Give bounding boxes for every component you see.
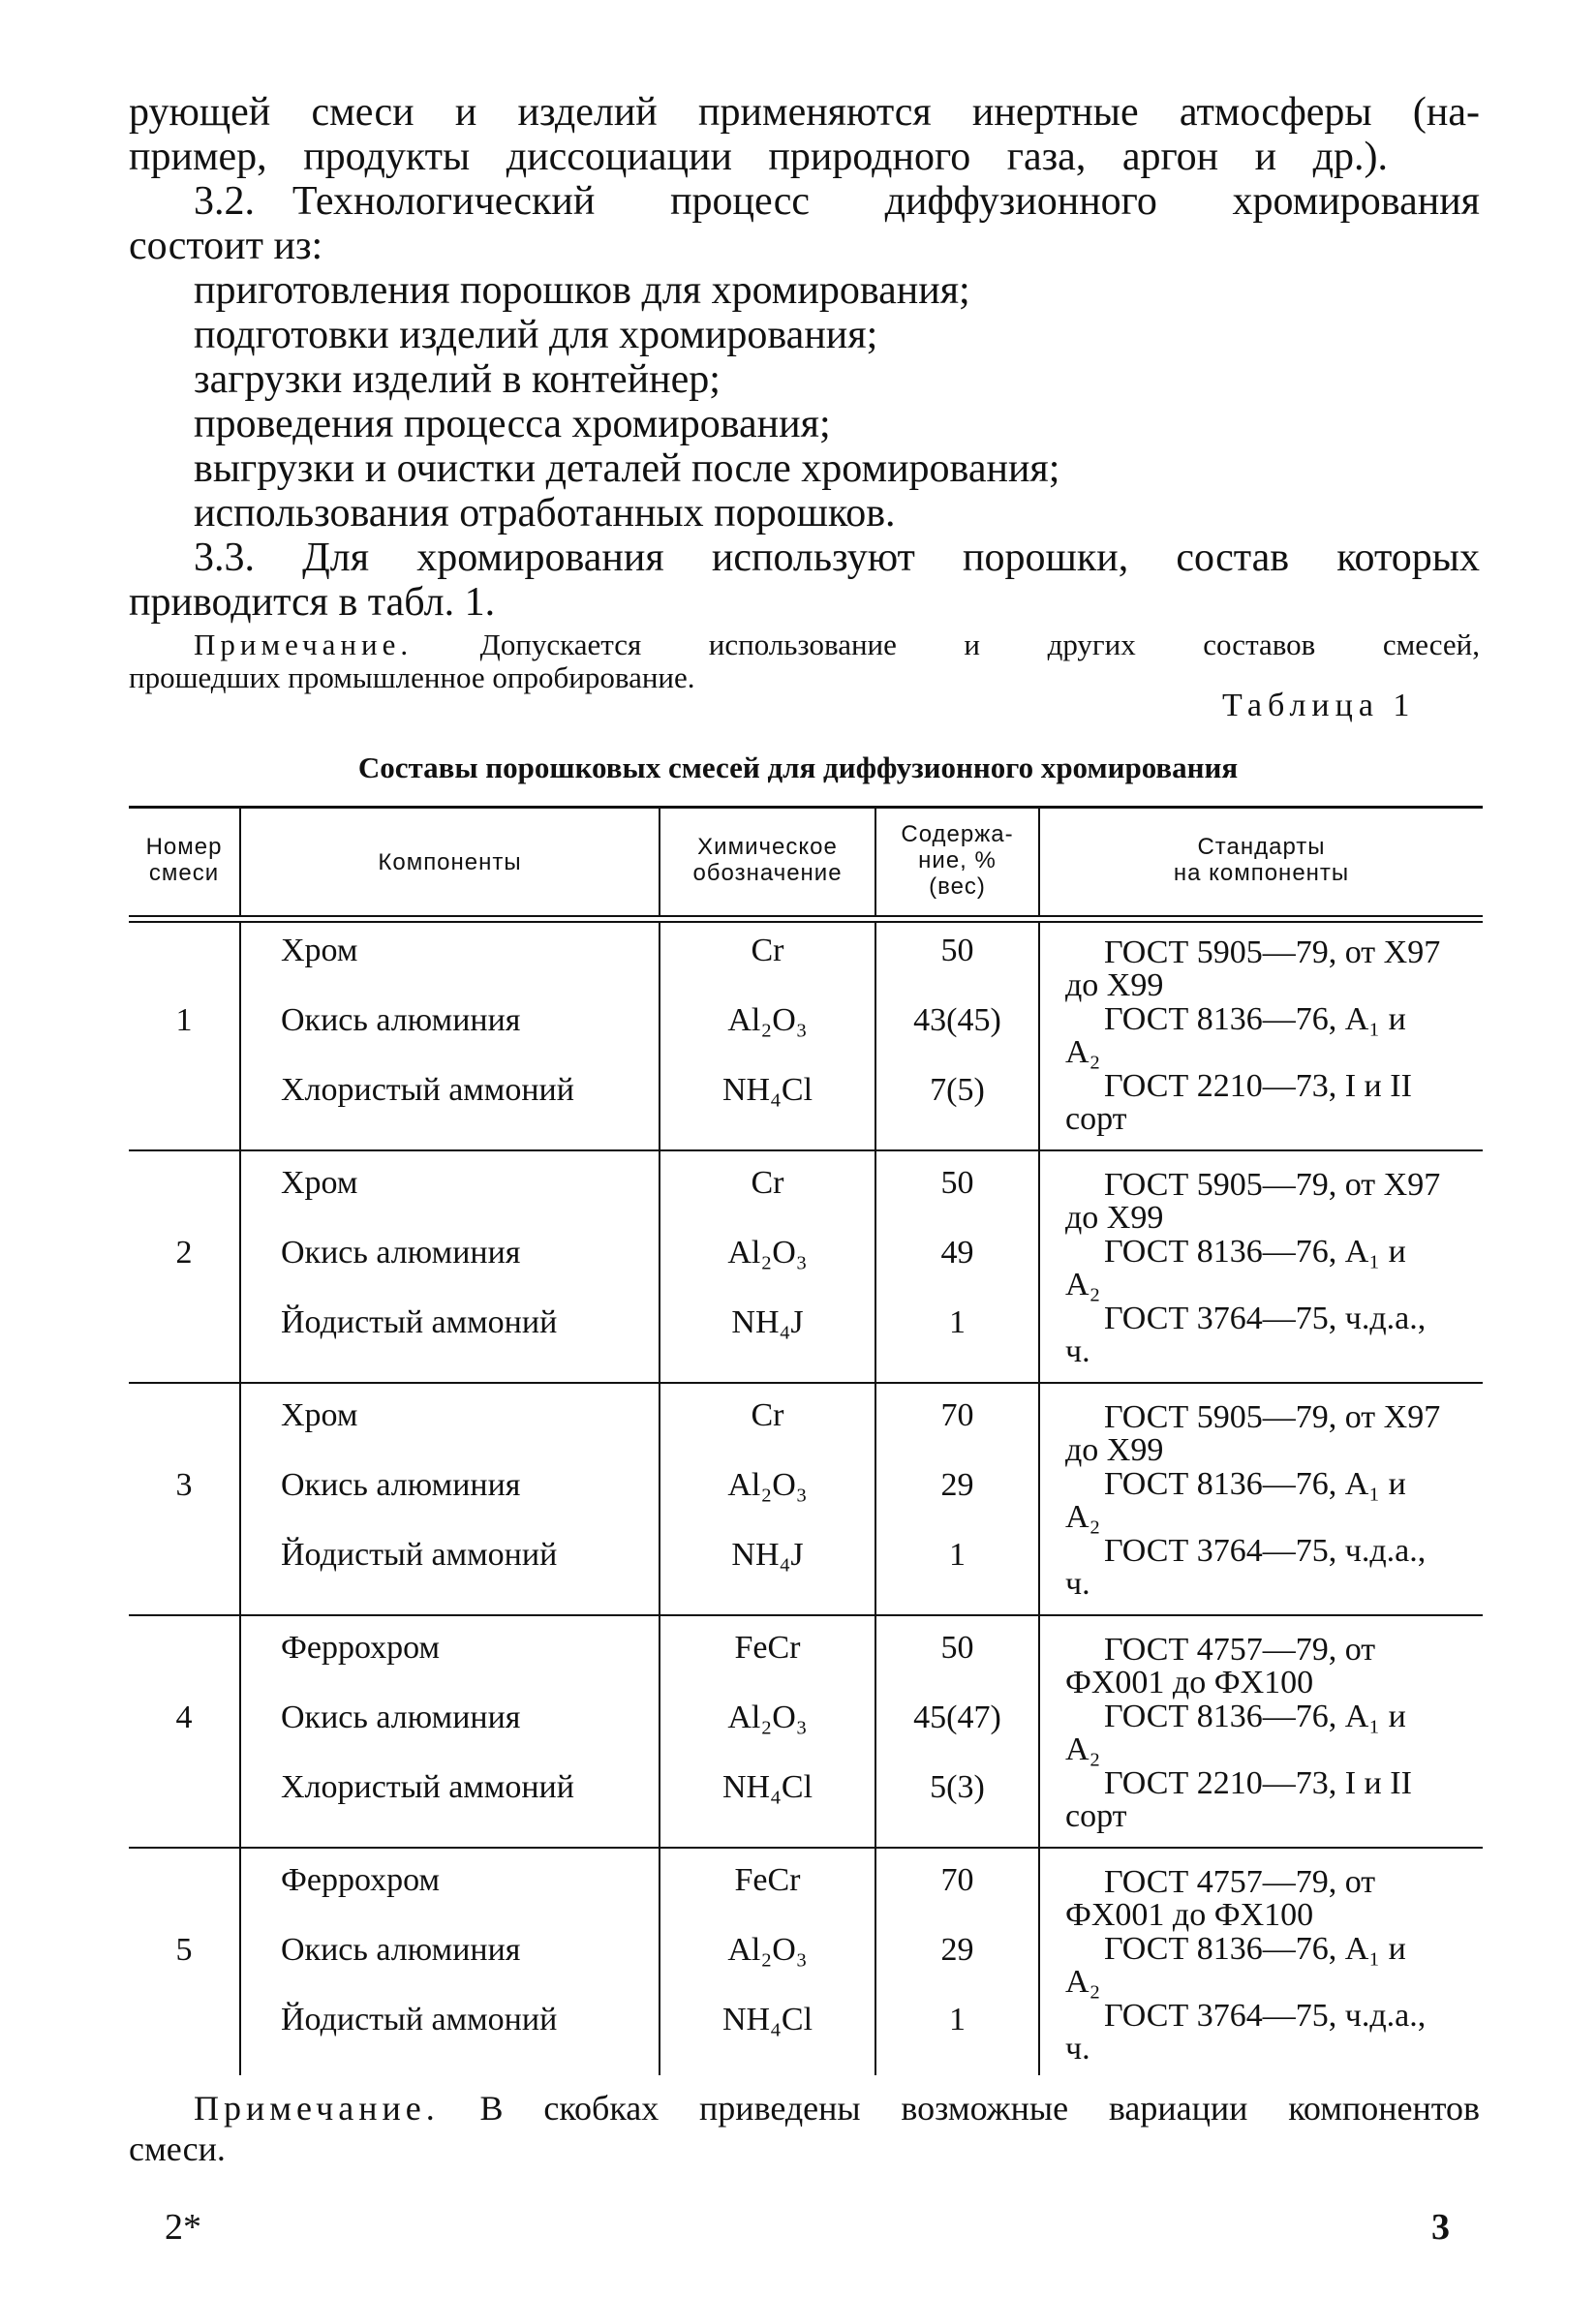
content-cell: 70 (940, 1862, 974, 1898)
content-cell: 43(45) (913, 1002, 1001, 1038)
mix-number: 3 (175, 1467, 193, 1503)
list-item: выгрузки и очистки деталей после хромирования; (194, 446, 1060, 491)
formula-cell: Cr (751, 1397, 784, 1433)
header-rule (129, 921, 1483, 923)
mix-number: 1 (175, 1002, 193, 1038)
note-2-line-1 (194, 2086, 1480, 2130)
header-content: Содержа- ние, % (вес) (901, 821, 1014, 900)
standard-entry: ГОСТ 3764—75, ч.д.а., ч. (1065, 1533, 1427, 1602)
list-item: подготовки изделий для хромирования; (194, 313, 878, 357)
note-label: Примечание. (194, 628, 414, 661)
content-cell: 29 (940, 1467, 974, 1503)
component-cell: Окись алюминия (281, 1235, 521, 1271)
section-3-2-heading: 3.2. Технологический процесс диффузионного хромирования (194, 179, 1480, 224)
component-cell: Хром (281, 1165, 358, 1201)
standard-entry: ГОСТ 2210—73, I и II сорт (1065, 1765, 1412, 1834)
col-divider (239, 923, 241, 2075)
section-3-3-heading: 3.3. Для хромирования используют порошки, состав которых (194, 536, 1480, 580)
formula-cell: NH₄Cl (721, 1072, 813, 1108)
note-1-line-2: прошедших промышленное опробирование. (129, 660, 695, 694)
standards-cell (1065, 1401, 1443, 1602)
note-1-line-1 (194, 628, 1480, 662)
mix-number: 5 (175, 1932, 193, 1968)
group-rule (129, 1847, 1483, 1849)
list-item: приготовления порошков для хромирования; (194, 268, 970, 313)
standard-entry: ГОСТ 8136—76, А₁ и А₂ (1065, 1466, 1406, 1535)
standard-entry: ГОСТ 4757—79, от ФХ001 до ФХ100 (1065, 1864, 1376, 1933)
table-caption: Таблица 1 (1222, 688, 1416, 723)
signature-mark: 2* (165, 2207, 201, 2248)
formula-cell: Cr (751, 1165, 784, 1201)
formula-cell: Al₂O₃ (727, 1467, 808, 1503)
list-item: использования отработанных порошков. (194, 491, 896, 536)
standard-entry: ГОСТ 3764—75, ч.д.а., ч. (1065, 1301, 1427, 1369)
group-rule (129, 1149, 1483, 1151)
formula-cell: NH₄Cl (721, 2002, 813, 2037)
component-cell: Феррохром (281, 1630, 440, 1666)
paragraph-line: пример, продукты диссоциации природного газа, аргон и др.). (129, 135, 1388, 179)
formula-cell: NH₄Cl (721, 1769, 813, 1805)
paragraph-line: состоит из: (129, 224, 323, 268)
table-title: Составы порошковых смесей для диффузионного хромирования (357, 750, 1239, 784)
content-cell: 49 (940, 1235, 974, 1271)
component-cell: Йодистый аммоний (281, 1537, 558, 1573)
content-cell: 5(3) (930, 1769, 985, 1805)
formula-cell: Al₂O₃ (727, 1235, 808, 1271)
content-cell: 70 (940, 1397, 974, 1433)
standard-entry: ГОСТ 3764—75, ч.д.а., ч. (1065, 1998, 1427, 2067)
content-cell: 45(47) (913, 1700, 1001, 1735)
group-rule (129, 1382, 1483, 1384)
standard-entry: ГОСТ 5905—79, от Х97 до Х99 (1065, 934, 1441, 1003)
formula-cell: NH₄J (731, 1304, 804, 1340)
content-cell: 50 (940, 933, 974, 968)
header-formula: Химическое обозначение (692, 834, 843, 886)
list-item: проведения процесса хромирования; (194, 402, 831, 446)
content-cell: 1 (949, 2002, 966, 2037)
note-label: Примечание. (194, 2089, 440, 2128)
component-cell: Йодистый аммоний (281, 2002, 558, 2037)
standard-entry: ГОСТ 4757—79, от ФХ001 до ФХ100 (1065, 1632, 1376, 1700)
formula-cell: Al₂O₃ (727, 1002, 808, 1038)
formula-cell: Cr (751, 933, 784, 968)
group-rule (129, 1614, 1483, 1616)
component-cell: Хром (281, 933, 358, 968)
content-cell: 29 (940, 1932, 974, 1968)
table-top-rule (129, 806, 1483, 809)
component-cell: Окись алюминия (281, 1932, 521, 1968)
standard-entry: ГОСТ 8136—76, А₁ и А₂ (1065, 1699, 1406, 1767)
header-rule (129, 915, 1483, 917)
standard-entry: ГОСТ 2210—73, I и II сорт (1065, 1068, 1412, 1137)
component-cell: Хром (281, 1397, 358, 1433)
standards-cell (1065, 1634, 1443, 1834)
note-text: Допускается использование и других составов смесей, (479, 628, 1480, 661)
component-cell: Феррохром (281, 1862, 440, 1898)
list-item: загрузки изделий в контейнер; (194, 357, 721, 402)
component-cell: Йодистый аммоний (281, 1304, 558, 1340)
standard-entry: ГОСТ 8136—76, А₁ и А₂ (1065, 1001, 1406, 1070)
standards-cell (1065, 936, 1443, 1137)
formula-cell: FeCr (734, 1630, 801, 1666)
standards-cell (1065, 1169, 1443, 1369)
mix-number: 4 (175, 1700, 193, 1735)
content-cell: 50 (940, 1630, 974, 1666)
standard-entry: ГОСТ 8136—76, А₁ и А₂ (1065, 1931, 1406, 2000)
standards-cell (1065, 1866, 1443, 2067)
formula-cell: NH₄J (731, 1537, 804, 1573)
component-cell: Хлористый аммоний (281, 1769, 574, 1805)
page-number: 3 (1431, 2207, 1450, 2248)
component-cell: Окись алюминия (281, 1002, 521, 1038)
mix-number: 2 (175, 1235, 193, 1271)
component-cell: Хлористый аммоний (281, 1072, 574, 1108)
component-cell: Окись алюминия (281, 1700, 521, 1735)
standard-entry: ГОСТ 5905—79, от Х97 до Х99 (1065, 1167, 1441, 1236)
content-cell: 1 (949, 1537, 966, 1573)
standard-entry: ГОСТ 5905—79, от Х97 до Х99 (1065, 1399, 1441, 1468)
content-cell: 1 (949, 1304, 966, 1340)
paragraph-line: рующей смеси и изделий применяются инертные атмосферы (на- (129, 90, 1480, 135)
formula-cell: FeCr (734, 1862, 801, 1898)
header-components: Компоненты (378, 849, 522, 875)
paragraph-line: приводится в табл. 1. (129, 580, 496, 625)
header-number: Номер смеси (145, 834, 223, 886)
standard-entry: ГОСТ 8136—76, А₁ и А₂ (1065, 1234, 1406, 1302)
note-text: В скобках приведены возможные вариации компонентов (479, 2089, 1481, 2128)
col-divider (1038, 923, 1040, 2075)
formula-cell: Al₂O₃ (727, 1932, 808, 1968)
note-2-line-2: смеси. (129, 2129, 226, 2168)
formula-cell: Al₂O₃ (727, 1700, 808, 1735)
content-cell: 50 (940, 1165, 974, 1201)
content-cell: 7(5) (930, 1072, 985, 1108)
component-cell: Окись алюминия (281, 1467, 521, 1503)
header-standards: Стандарты на компоненты (1173, 834, 1350, 886)
